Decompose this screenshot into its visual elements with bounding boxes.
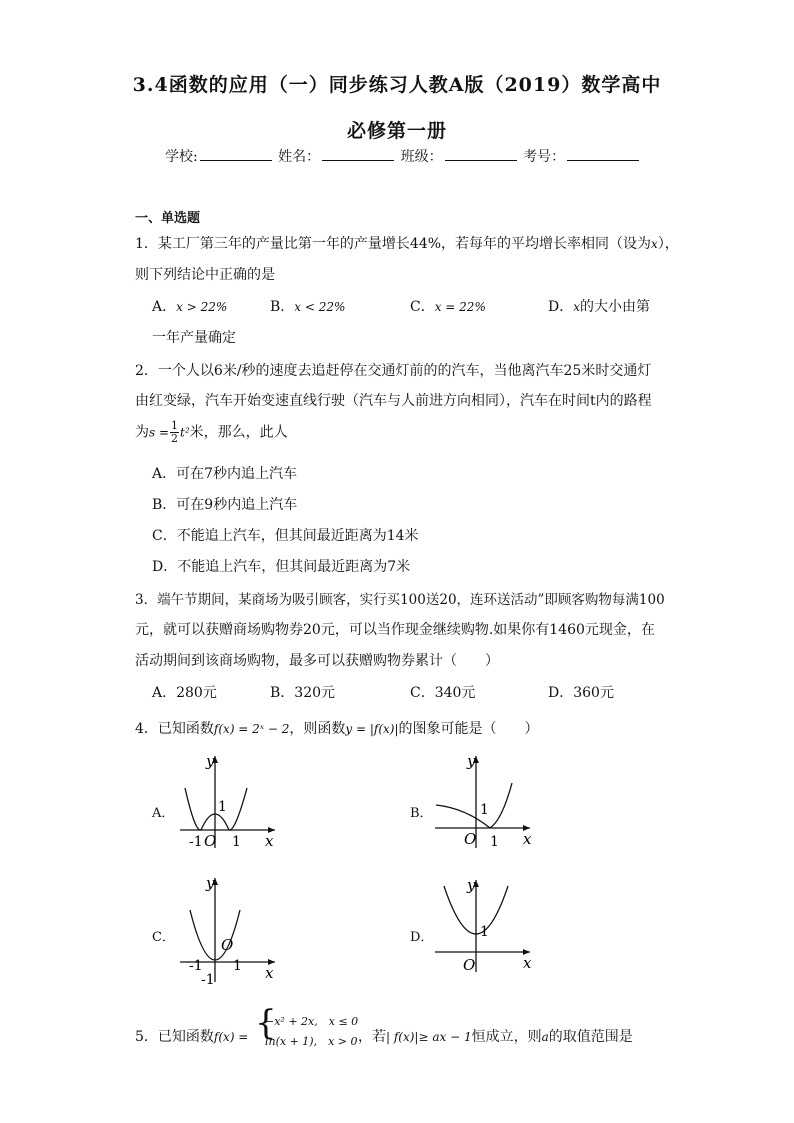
q4-text (135, 718, 539, 738)
q5-cond: | f(x)|≥ ax − 1 (386, 1030, 472, 1044)
graph-d-x-label: x (523, 954, 532, 972)
q3-option-d[interactable]: D．360元 (548, 685, 614, 701)
q3-option-b[interactable]: B．320元 (270, 685, 336, 701)
q5-pre (135, 1026, 248, 1046)
q1-line1-end: ）， (657, 236, 679, 252)
q2-t: t² (180, 425, 190, 440)
q1-option-c-label: C． (410, 299, 435, 315)
graph-a-tick-x1: 1 (232, 834, 241, 850)
q1-option-a-label: A． (152, 299, 177, 315)
q4-option-d-label[interactable]: D． (410, 930, 434, 945)
q1-option-c-text: x = 22% (434, 300, 486, 314)
graph-d-tick-1: 1 (480, 924, 489, 940)
q1-option-b-text: x < 22% (294, 300, 346, 314)
q1-line1: 1．某工厂第三年的产量比第一年的产量增长44%，若每年的平均增长率相同（设为 (135, 236, 652, 252)
q4-func: f(x) = 2ˣ − 2 (213, 722, 290, 736)
q2-frac-den: 2 (171, 432, 179, 445)
q2-option-b[interactable]: B．可在9秒内追上汽车 (152, 497, 298, 513)
exam-no-field[interactable] (567, 148, 639, 161)
class-field[interactable] (445, 148, 517, 161)
q2-text-line2: 由红变绿，汽车开始变速直线行驶（汽车与人前进方向相同），汽车在时间t内的路程 (135, 393, 652, 409)
q3-text-line3: 活动期间到该商场购物，最多可以获赠购物券累计（ ） (135, 653, 499, 669)
q1-var: x (651, 237, 658, 251)
q5-post-text: 恒成立，则 (471, 1029, 542, 1045)
q1-option-d-cont: 一年产量确定 (152, 330, 236, 346)
q4-post: 的图象可能是（ ） (398, 721, 539, 737)
graph-b-tick-1: 1 (480, 802, 489, 818)
school-field[interactable] (200, 148, 272, 161)
graph-b-y-label: y (467, 752, 476, 770)
q3-option-a[interactable]: A．280元 (152, 685, 217, 701)
name-label: 姓名： (278, 149, 321, 165)
graph-c-tick-m1: -1 (189, 958, 203, 974)
school-label: 学校: (165, 149, 198, 165)
q4-graph-b[interactable] (430, 748, 540, 853)
q1-option-a-text: x > 22% (176, 300, 228, 314)
page-title-line2: 必修第一册 (346, 120, 447, 142)
q1-option-d-label: D． (548, 299, 574, 315)
graph-d-y-label: y (467, 876, 476, 894)
q4-option-b-label[interactable]: B． (410, 806, 433, 821)
q5-case1: −x² + 2x, x ≤ 0 (265, 1015, 359, 1028)
q4-func2: y = |f(x)| (345, 722, 399, 736)
q1-text-line2: 则下列结论中正确的是 (135, 267, 275, 283)
graph-c-x-label: x (265, 964, 274, 982)
q5-mid: ，若 (358, 1029, 386, 1045)
q3-text-line1: 3．端午节期间，某商场为吸引顾客，实行买100送20，连环送活动”即顾客购物每满100 (135, 592, 665, 608)
q2-option-d[interactable]: D．不能追上汽车，但其间最近距离为7米 (152, 559, 411, 575)
q5-brace: { (255, 1003, 277, 1043)
q4-option-a-label[interactable]: A． (152, 806, 175, 821)
q2-text-line3 (135, 420, 288, 445)
q4-graph-d[interactable] (430, 872, 540, 977)
graph-b-tick-x1: 1 (490, 834, 499, 850)
q2-text-line1: 2．一个人以6米/秒的速度去追赶停在交通灯前的的汽车，当他离汽车25米时交通灯 (135, 363, 652, 379)
name-field[interactable] (322, 148, 394, 161)
q2-option-a[interactable]: A．可在7秒内追上汽车 (152, 466, 298, 482)
q4-pre: 4．已知函数 (135, 721, 214, 737)
graph-b-x-label: x (523, 830, 532, 848)
q2-s: s = (149, 425, 170, 440)
q5-case2: ln(x + 1), x > 0 (265, 1035, 358, 1048)
q4-option-c-label[interactable]: C． (152, 930, 175, 945)
q1-option-c[interactable] (410, 296, 486, 316)
q1-option-b[interactable] (270, 296, 345, 316)
q2-line3-pre: 为 (135, 424, 149, 441)
q3-text-line2: 元，就可以获赠商场购物券20元，可以当作现金继续购物.如果你有1460元现金，在 (135, 622, 655, 638)
class-label: 班级： (400, 149, 443, 165)
graph-a-x-label: x (265, 832, 274, 850)
q5-post (358, 1026, 633, 1046)
q1-text-line1 (135, 233, 679, 253)
q1-option-a[interactable] (152, 296, 227, 316)
graph-c-origin: O (221, 936, 234, 954)
graph-a-tick-1: 1 (218, 799, 227, 815)
section-heading: 一、单选题 (135, 211, 201, 226)
graph-b-origin: O (464, 830, 477, 848)
page-title: 3.4函数的应用（一）同步练习人教A版（2019）数学高中 (132, 74, 662, 96)
graph-d-origin: O (463, 956, 476, 974)
q2-option-c[interactable]: C．不能追上汽车，但其间最近距离为14米 (152, 528, 419, 544)
q5-end: 的取值范围是 (548, 1029, 633, 1045)
graph-a-y-label: y (206, 752, 215, 770)
q4-graph-a[interactable] (175, 748, 285, 853)
q2-fraction (170, 420, 179, 445)
graph-c-y-label: y (206, 874, 215, 892)
q1-option-b-label: B． (270, 299, 295, 315)
q3-option-c[interactable]: C．340元 (410, 685, 476, 701)
q5-fx: f(x) = (213, 1030, 249, 1044)
q4-mid: ，则函数 (289, 721, 346, 737)
graph-c-tick-x1: 1 (233, 958, 242, 974)
info-line (165, 146, 641, 166)
q2-line3-post: 米，那么，此人 (189, 424, 288, 441)
graph-a-tick-m1: -1 (189, 834, 203, 850)
q1-option-d[interactable] (548, 296, 650, 316)
q5-pre-text: 5．已知函数 (135, 1029, 214, 1045)
exam-no-label: 考号： (523, 149, 566, 165)
q2-frac-num: 1 (171, 419, 179, 432)
q1-option-d-text: 的大小由第 (580, 299, 651, 315)
graph-c-tick-ym1: -1 (201, 972, 215, 985)
q4-graph-c[interactable] (175, 870, 285, 985)
graph-a-origin: O (204, 832, 217, 850)
q1-option-d-var: x (573, 300, 581, 314)
q5-a: a (541, 1030, 549, 1044)
